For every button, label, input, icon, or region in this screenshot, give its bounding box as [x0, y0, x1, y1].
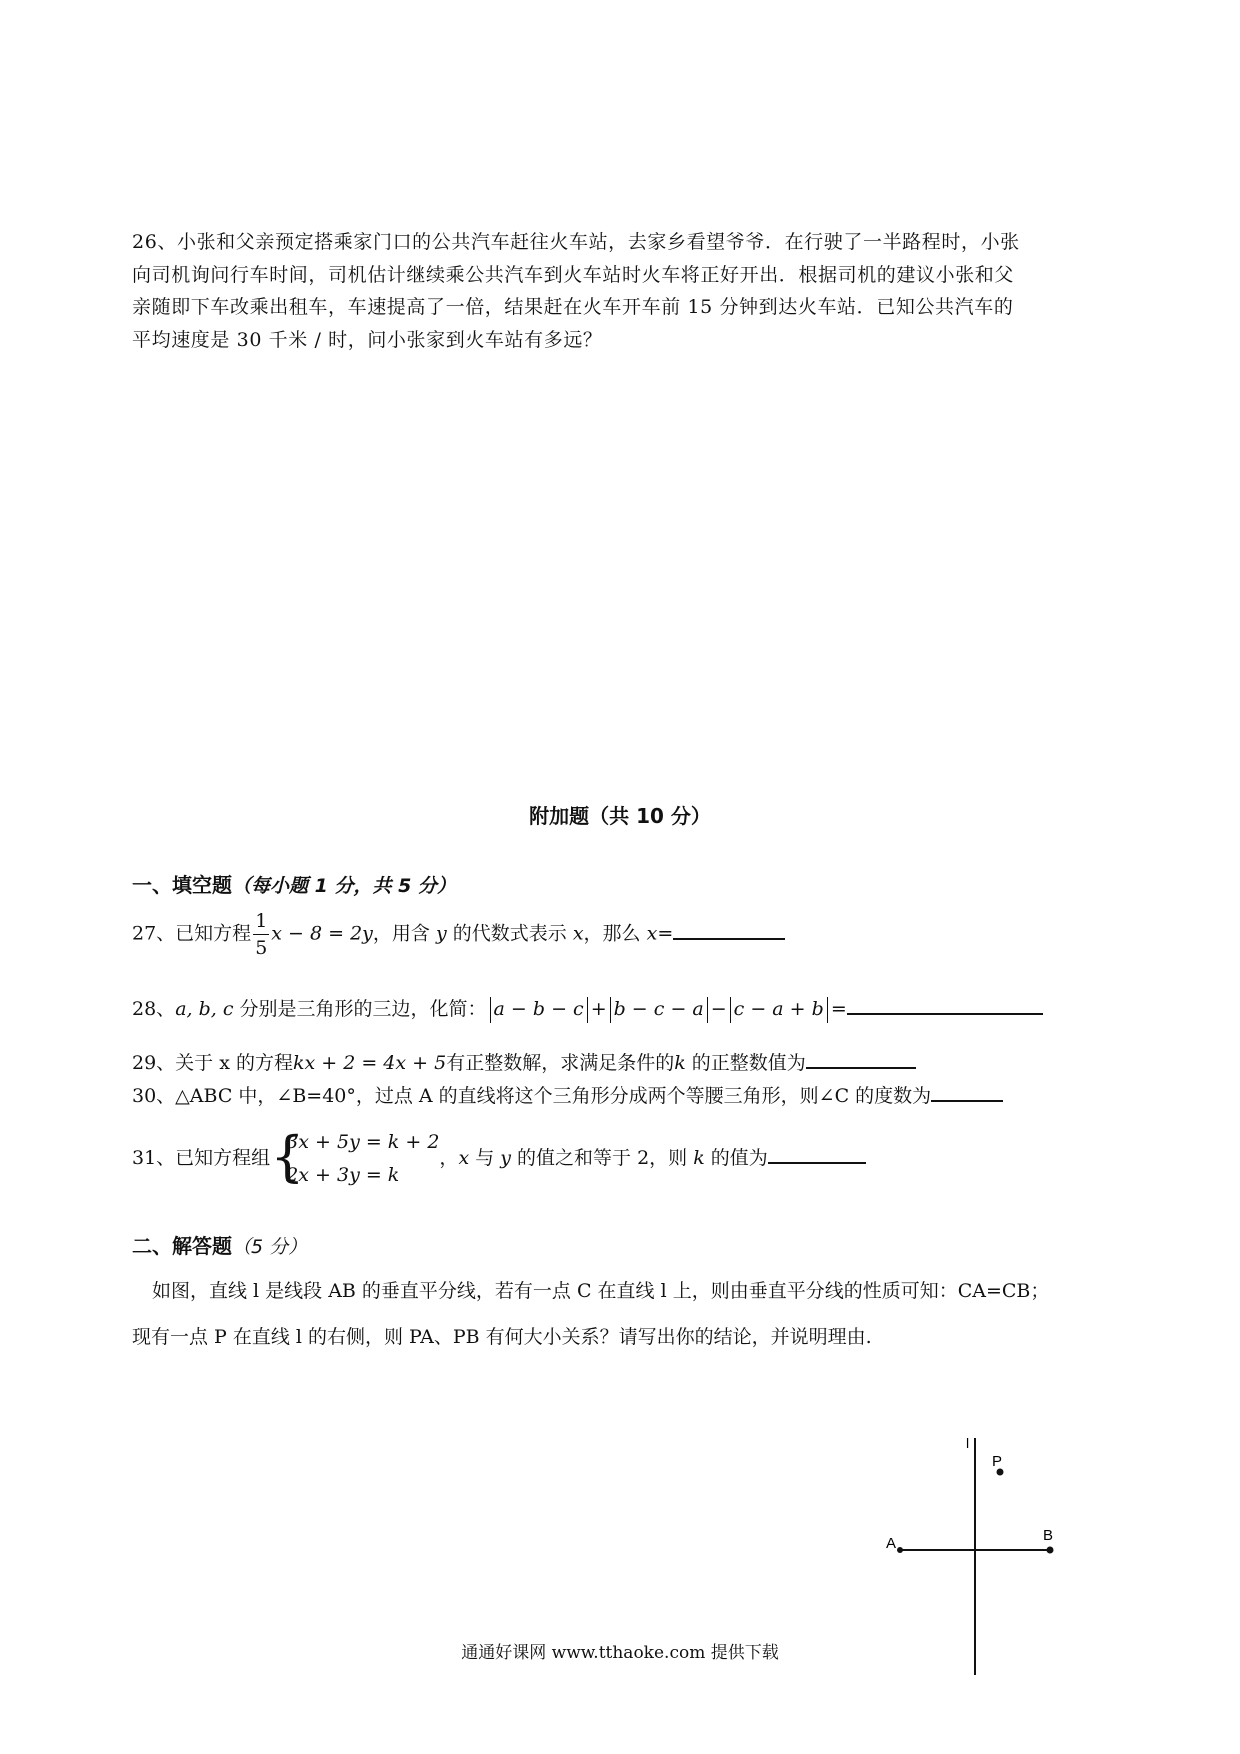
bonus-section-title: 附加题（共 10 分） [529, 804, 711, 828]
page-footer: 通通好课网 www.tthaoke.com 提供下载 [461, 1643, 779, 1663]
q31-eq2: 2x + 3y = k [286, 1164, 400, 1186]
q28-term3: c − a + b [733, 998, 824, 1020]
abs-bar [730, 997, 731, 1023]
q27-equation: x − 8 = 2y [271, 922, 373, 945]
q31-tail: 的值为 [710, 1147, 768, 1169]
q30-answer-blank[interactable] [931, 1082, 1003, 1102]
question-29 [132, 1048, 916, 1075]
q28-term2: b − c − a [613, 998, 704, 1020]
q31-eq1: 3x + 5y = k + 2 [286, 1131, 440, 1153]
q31-var-x: x [458, 1147, 470, 1169]
point-a [897, 1547, 903, 1553]
section-2-heading [132, 1230, 307, 1259]
q27-frac-den: 5 [255, 937, 268, 959]
abs-bar [610, 997, 611, 1023]
q31-prefix: 31、已知方程组 [132, 1147, 271, 1169]
section-1-label: 一、填空题 [132, 873, 232, 897]
q26-line2: 向司机询问行车时间，司机估计继续乘公共汽车到火车站时火车将正好开出．根据司机的建议小张和父 [132, 263, 1015, 286]
q31-var-k: k [693, 1147, 705, 1169]
q29-equation: kx + 2 = 4x + 5 [292, 1052, 447, 1074]
label-l: l [966, 1435, 970, 1451]
q31-var-y: y [500, 1147, 511, 1169]
question-26 [132, 226, 1122, 356]
q28-answer-blank[interactable] [847, 995, 1043, 1015]
q29-text: 有正整数解，求满足条件的 [446, 1052, 675, 1074]
q29-var-k: k [674, 1052, 686, 1074]
q29-prefix: 29、关于 x 的方程 [132, 1052, 293, 1074]
q31-equation-system [270, 1126, 439, 1192]
q29-tail: 的正整数值为 [691, 1052, 806, 1074]
q27-fraction [253, 908, 269, 961]
section-2-note: （5 分） [232, 1236, 308, 1258]
q27-tail: ，那么 [583, 922, 641, 945]
question-28 [132, 994, 1043, 1023]
section-1-note: （每小题 1 分，共 5 分） [232, 875, 456, 897]
q27-var-y: y [435, 922, 447, 945]
q28-op2: − [710, 998, 727, 1020]
q27-prefix: 27、已知方程 [132, 922, 252, 945]
q27-var-x: x [572, 922, 584, 945]
q28-vars: a, b, c [175, 998, 234, 1020]
q27-answer-blank[interactable] [673, 920, 785, 940]
q26-line4: 平均速度是 30 千米 / 时，问小张家到火车站有多远？ [132, 328, 603, 351]
section-2-label: 二、解答题 [132, 1234, 232, 1258]
label-p: P [992, 1453, 1003, 1470]
question-27 [132, 908, 785, 961]
q31-sep: ， [439, 1147, 459, 1169]
solve-problem-text [132, 1268, 1122, 1360]
q29-answer-blank[interactable] [806, 1049, 916, 1069]
section-1-heading [132, 869, 456, 898]
q28-text: 分别是三角形的三边，化简： [239, 998, 487, 1020]
q26-line3: 亲随即下车改乘出租车，车速提高了一倍，结果赶在火车开车前 15 分钟到达火车站．已知公共汽车的 [132, 296, 1014, 318]
q27-tail-x: x [646, 922, 658, 945]
q27-mid2: 的代数式表示 [452, 922, 567, 945]
abs-bar [827, 997, 828, 1023]
q28-term1: a − b − c [493, 998, 584, 1020]
q27-mid: ，用含 [372, 922, 430, 945]
q27-eqsign: = [657, 922, 674, 945]
abs-bar [490, 997, 491, 1023]
abs-bar [707, 997, 708, 1023]
q26-line1: 26、小张和父亲预定搭乘家门口的公共汽车赶往火车站，去家乡看望爷爷．在行驶了一半路程时，小张 [132, 231, 1020, 253]
q28-prefix: 28、 [132, 998, 176, 1020]
q27-frac-num: 1 [253, 908, 269, 935]
brace-icon: { [270, 1125, 305, 1188]
abs-bar [587, 997, 588, 1023]
q28-eqsign: = [830, 998, 847, 1020]
solve-line2: 现有一点 P 在直线 l 的右侧，则 PA、PB 有何大小关系？请写出你的结论，并说明理由. [132, 1326, 872, 1348]
solve-line1: 如图，直线 l 是线段 AB 的垂直平分线，若有一点 C 在直线 l 上，则由垂直平分线的性质可知：CA=CB； [152, 1280, 1050, 1302]
point-b [1047, 1547, 1054, 1554]
question-31 [132, 1126, 866, 1192]
q31-answer-blank[interactable] [768, 1144, 866, 1164]
question-30 [132, 1081, 1003, 1108]
q31-text: 与 [475, 1147, 495, 1169]
q30-text: 30、△ABC 中，∠B=40°，过点 A 的直线将这个三角形分成两个等腰三角形，则∠C 的度数为 [132, 1085, 932, 1107]
q31-text2: 的值之和等于 2，则 [517, 1147, 688, 1169]
q28-op1: + [590, 998, 607, 1020]
label-b: B [1043, 1527, 1054, 1544]
label-a: A [886, 1535, 897, 1552]
